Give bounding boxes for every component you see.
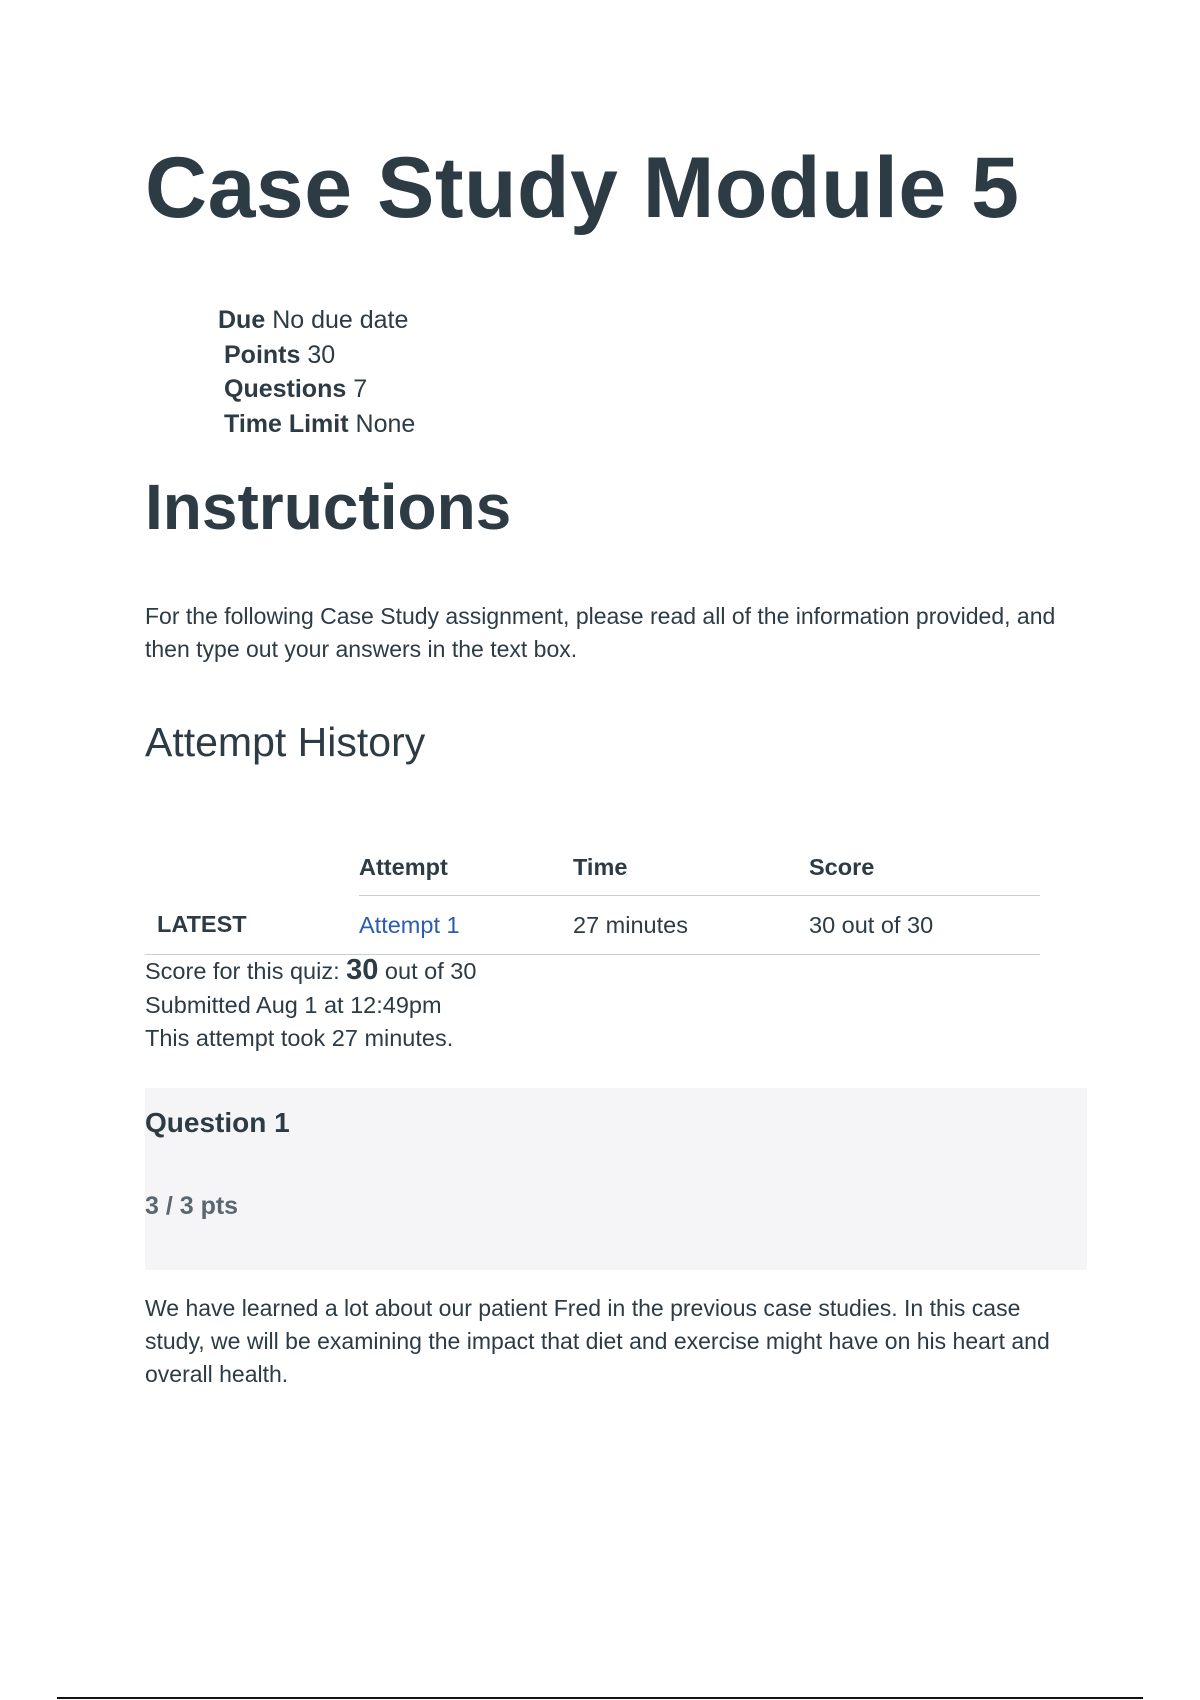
table-row xyxy=(145,896,1040,955)
attempt-1-link[interactable]: Attempt 1 xyxy=(359,911,460,938)
meta-time-limit-label: Time Limit xyxy=(224,409,349,438)
meta-points-label: Points xyxy=(224,340,301,369)
meta-time-limit-value: None xyxy=(355,409,416,438)
meta-due-label: Due xyxy=(218,306,266,334)
meta-questions xyxy=(218,372,415,407)
column-header-blank xyxy=(145,840,359,896)
quiz-score-line xyxy=(145,954,476,989)
duration-line: This attempt took 27 minutes. xyxy=(145,1025,454,1051)
attempt-history-table xyxy=(145,840,1040,955)
column-header-score: Score xyxy=(809,840,1040,896)
page-title: Case Study Module 5 xyxy=(145,140,1020,236)
attempt-cell xyxy=(359,896,573,955)
quiz-score-suffix: out of 30 xyxy=(378,958,477,984)
instructions-heading: Instructions xyxy=(145,471,512,543)
quiz-score-value: 30 xyxy=(346,954,379,986)
column-header-attempt: Attempt xyxy=(359,840,573,896)
submitted-line: Submitted Aug 1 at 12:49pm xyxy=(145,991,442,1018)
meta-time-limit xyxy=(218,407,415,442)
question-title: Question 1 xyxy=(145,1107,290,1138)
instructions-text: For the following Case Study assignment, please read all of the information provided, and then type out your answers in the text box. xyxy=(145,603,1056,662)
meta-due-value: No due date xyxy=(272,306,409,334)
column-header-time: Time xyxy=(573,840,809,896)
time-cell: 27 minutes xyxy=(573,896,809,955)
attempt-summary xyxy=(145,954,476,1056)
meta-points xyxy=(218,338,415,373)
meta-questions-value: 7 xyxy=(353,375,368,403)
attempt-history-heading: Attempt History xyxy=(145,719,426,765)
quiz-meta xyxy=(218,303,415,441)
meta-questions-label: Questions xyxy=(224,375,347,403)
quiz-score-prefix: Score for this quiz: xyxy=(145,958,347,984)
meta-points-value: 30 xyxy=(307,340,336,369)
latest-label: LATEST xyxy=(145,896,359,955)
question-points: 3 / 3 pts xyxy=(145,1192,239,1220)
table-header-row xyxy=(145,840,1040,896)
meta-due xyxy=(218,303,415,338)
page-bottom-divider xyxy=(57,1697,1143,1699)
score-cell: 30 out of 30 xyxy=(809,896,1040,955)
question-text: We have learned a lot about our patient Fred in the previous case studies. In this case study, we will be examining the impact that diet and exercise might have on his heart and overall health. xyxy=(145,1295,1050,1387)
